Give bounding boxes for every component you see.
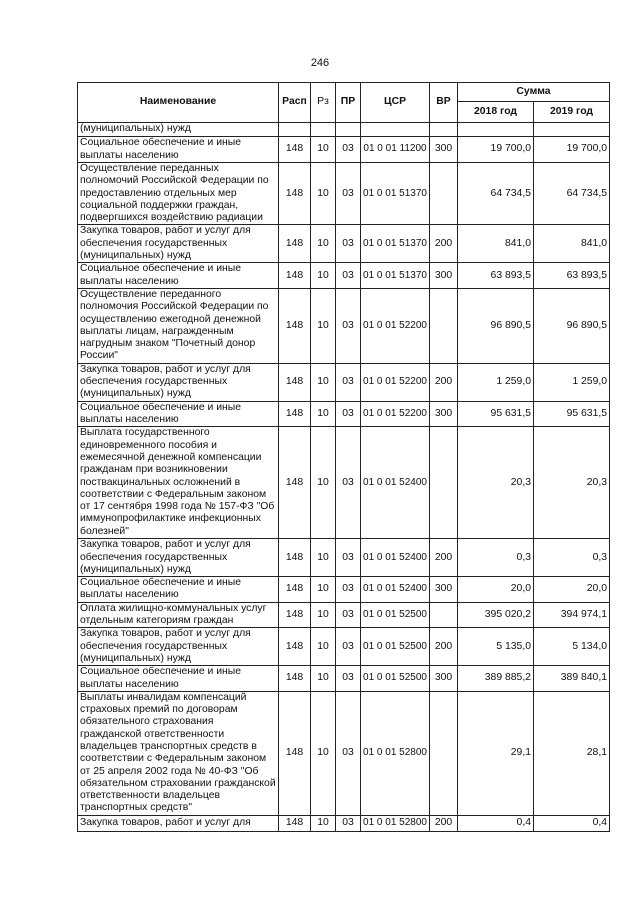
row-name: Социальное обеспечение и иные выплаты населению	[78, 577, 279, 603]
row-csr: 01 0 01 52800	[361, 815, 430, 831]
row-pr	[336, 123, 361, 137]
row-rz	[311, 123, 336, 137]
row-csr: 01 0 01 52400	[361, 539, 430, 577]
row-vr	[430, 602, 458, 628]
row-vr: 300	[430, 666, 458, 692]
row-value-2019: 5 134,0	[534, 628, 610, 666]
row-value-2018: 389 885,2	[458, 666, 534, 692]
row-rasp: 148	[279, 602, 311, 628]
header-name: Наименование	[78, 83, 279, 123]
row-name: Закупка товаров, работ и услуг для	[78, 815, 279, 831]
row-rz: 10	[311, 163, 336, 225]
row-rasp	[279, 123, 311, 137]
row-pr: 03	[336, 225, 361, 263]
budget-table	[77, 82, 610, 832]
table-row	[78, 628, 610, 666]
row-name: Социальное обеспечение и иные выплаты населению	[78, 401, 279, 427]
row-rasp: 148	[279, 363, 311, 401]
row-value-2019: 96 890,5	[534, 288, 610, 363]
row-pr: 03	[336, 539, 361, 577]
row-rasp: 148	[279, 263, 311, 289]
row-name: Закупка товаров, работ и услуг для обеспечения государственных (муниципальных) нужд	[78, 628, 279, 666]
header-sum: Сумма	[458, 83, 610, 102]
row-rasp: 148	[279, 539, 311, 577]
row-value-2019	[534, 123, 610, 137]
table-body	[78, 123, 610, 832]
row-value-2019: 19 700,0	[534, 137, 610, 163]
row-value-2019: 0,4	[534, 815, 610, 831]
row-rasp: 148	[279, 577, 311, 603]
row-value-2018: 841,0	[458, 225, 534, 263]
table-row	[78, 288, 610, 363]
row-vr: 200	[430, 815, 458, 831]
row-csr: 01 0 01 52200	[361, 288, 430, 363]
row-rz: 10	[311, 225, 336, 263]
row-name: Закупка товаров, работ и услуг для обеспечения государственных (муниципальных) нужд	[78, 363, 279, 401]
table-row	[78, 815, 610, 831]
row-value-2018: 0,4	[458, 815, 534, 831]
row-value-2018: 64 734,5	[458, 163, 534, 225]
row-vr	[430, 288, 458, 363]
table-row	[78, 137, 610, 163]
table-row	[78, 666, 610, 692]
row-rasp: 148	[279, 225, 311, 263]
row-vr: 200	[430, 628, 458, 666]
table-row	[78, 539, 610, 577]
row-pr: 03	[336, 666, 361, 692]
row-value-2018: 1 259,0	[458, 363, 534, 401]
row-name: Осуществление переданных полномочий Российской Федерации по предоставлению отдельных мер социальной поддержки граждан, подвергшихся воздействию радиации	[78, 163, 279, 225]
page-number: 246	[310, 57, 330, 69]
row-csr	[361, 123, 430, 137]
row-pr: 03	[336, 427, 361, 539]
row-pr: 03	[336, 691, 361, 815]
row-vr: 200	[430, 539, 458, 577]
row-value-2018: 29,1	[458, 691, 534, 815]
row-name: Закупка товаров, работ и услуг для обеспечения государственных (муниципальных) нужд	[78, 225, 279, 263]
row-value-2018: 95 631,5	[458, 401, 534, 427]
row-rz: 10	[311, 539, 336, 577]
row-value-2019: 64 734,5	[534, 163, 610, 225]
header-csr: ЦСР	[361, 83, 430, 123]
row-rz: 10	[311, 666, 336, 692]
row-value-2018: 395 020,2	[458, 602, 534, 628]
row-pr: 03	[336, 815, 361, 831]
row-csr: 01 0 01 52200	[361, 401, 430, 427]
row-csr: 01 0 01 51370	[361, 225, 430, 263]
table-row	[78, 225, 610, 263]
row-rz: 10	[311, 602, 336, 628]
row-csr: 01 0 01 51370	[361, 263, 430, 289]
row-value-2018: 19 700,0	[458, 137, 534, 163]
row-vr	[430, 123, 458, 137]
row-name: Оплата жилищно-коммунальных услуг отдельным категориям граждан	[78, 602, 279, 628]
row-csr: 01 0 01 52500	[361, 602, 430, 628]
row-name: Социальное обеспечение и иные выплаты населению	[78, 263, 279, 289]
row-csr: 01 0 01 52400	[361, 427, 430, 539]
row-vr: 300	[430, 263, 458, 289]
header-pr: ПР	[336, 83, 361, 123]
row-name: (муниципальных) нужд	[78, 123, 279, 137]
row-pr: 03	[336, 401, 361, 427]
row-name: Выплаты инвалидам компенсаций страховых премий по договорам обязательного страхования гражданской ответственности владельцев транспортных средств в соответствии с Федеральным законом от 25 апреля 2002 года № 40-ФЗ "Об обязательном страховании гражданской ответственности владельцев транспортных средств"	[78, 691, 279, 815]
table-row	[78, 691, 610, 815]
table-row	[78, 163, 610, 225]
row-rasp: 148	[279, 137, 311, 163]
header-vr: ВР	[430, 83, 458, 123]
row-csr: 01 0 01 52400	[361, 577, 430, 603]
row-rasp: 148	[279, 815, 311, 831]
row-value-2019: 0,3	[534, 539, 610, 577]
row-pr: 03	[336, 577, 361, 603]
row-csr: 01 0 01 52200	[361, 363, 430, 401]
table-row	[78, 401, 610, 427]
row-value-2019: 1 259,0	[534, 363, 610, 401]
row-rz: 10	[311, 288, 336, 363]
row-pr: 03	[336, 363, 361, 401]
row-rasp: 148	[279, 628, 311, 666]
table-header-row	[78, 83, 610, 102]
row-csr: 01 0 01 52500	[361, 628, 430, 666]
row-name: Социальное обеспечение и иные выплаты населению	[78, 666, 279, 692]
row-pr: 03	[336, 163, 361, 225]
row-value-2019: 841,0	[534, 225, 610, 263]
row-value-2019: 394 974,1	[534, 602, 610, 628]
table-row	[78, 123, 610, 137]
row-vr	[430, 691, 458, 815]
row-csr: 01 0 01 52500	[361, 666, 430, 692]
row-pr: 03	[336, 263, 361, 289]
row-rasp: 148	[279, 666, 311, 692]
row-rz: 10	[311, 137, 336, 163]
row-name: Закупка товаров, работ и услуг для обеспечения государственных (муниципальных) нужд	[78, 539, 279, 577]
row-name: Осуществление переданного полномочия Российской Федерации по осуществлению ежегодной денежной выплаты лицам, награжденным нагрудным знаком "Почетный донор России"	[78, 288, 279, 363]
table-row	[78, 577, 610, 603]
row-rz: 10	[311, 263, 336, 289]
row-value-2019: 389 840,1	[534, 666, 610, 692]
row-csr: 01 0 01 51370	[361, 163, 430, 225]
row-value-2019: 20,3	[534, 427, 610, 539]
row-value-2018: 63 893,5	[458, 263, 534, 289]
row-value-2019: 20,0	[534, 577, 610, 603]
row-rasp: 148	[279, 427, 311, 539]
row-vr: 200	[430, 225, 458, 263]
row-rasp: 148	[279, 691, 311, 815]
row-value-2018: 96 890,5	[458, 288, 534, 363]
row-rz: 10	[311, 628, 336, 666]
table-row	[78, 363, 610, 401]
row-rz: 10	[311, 577, 336, 603]
table-row	[78, 427, 610, 539]
row-name: Выплата государственного единовременного пособия и ежемесячной денежной компенсации гражданам при возникновении поствакцинальных осложнений в соответствии с Федеральным законом от 17 сентября 1998 года № 157-ФЗ "Об иммунопрофилактике инфекционных болезней"	[78, 427, 279, 539]
header-2018: 2018 год	[458, 102, 534, 123]
row-rz: 10	[311, 427, 336, 539]
header-rasp: Расп	[279, 83, 311, 123]
row-pr: 03	[336, 137, 361, 163]
row-rz: 10	[311, 815, 336, 831]
row-value-2019: 95 631,5	[534, 401, 610, 427]
row-rasp: 148	[279, 401, 311, 427]
header-rz: Рз	[311, 83, 336, 123]
row-value-2018	[458, 123, 534, 137]
row-rz: 10	[311, 691, 336, 815]
row-vr: 300	[430, 577, 458, 603]
table-row	[78, 263, 610, 289]
row-vr	[430, 163, 458, 225]
row-rasp: 148	[279, 163, 311, 225]
row-rz: 10	[311, 363, 336, 401]
row-rasp: 148	[279, 288, 311, 363]
row-pr: 03	[336, 602, 361, 628]
row-csr: 01 0 01 52800	[361, 691, 430, 815]
row-value-2018: 20,3	[458, 427, 534, 539]
row-value-2018: 20,0	[458, 577, 534, 603]
row-value-2019: 28,1	[534, 691, 610, 815]
row-rz: 10	[311, 401, 336, 427]
row-value-2018: 5 135,0	[458, 628, 534, 666]
table-row	[78, 602, 610, 628]
row-vr: 300	[430, 137, 458, 163]
row-vr: 300	[430, 401, 458, 427]
row-value-2018: 0,3	[458, 539, 534, 577]
row-name: Социальное обеспечение и иные выплаты населению	[78, 137, 279, 163]
row-pr: 03	[336, 288, 361, 363]
header-2019: 2019 год	[534, 102, 610, 123]
row-vr	[430, 427, 458, 539]
row-csr: 01 0 01 11200	[361, 137, 430, 163]
row-vr: 200	[430, 363, 458, 401]
row-value-2019: 63 893,5	[534, 263, 610, 289]
row-pr: 03	[336, 628, 361, 666]
